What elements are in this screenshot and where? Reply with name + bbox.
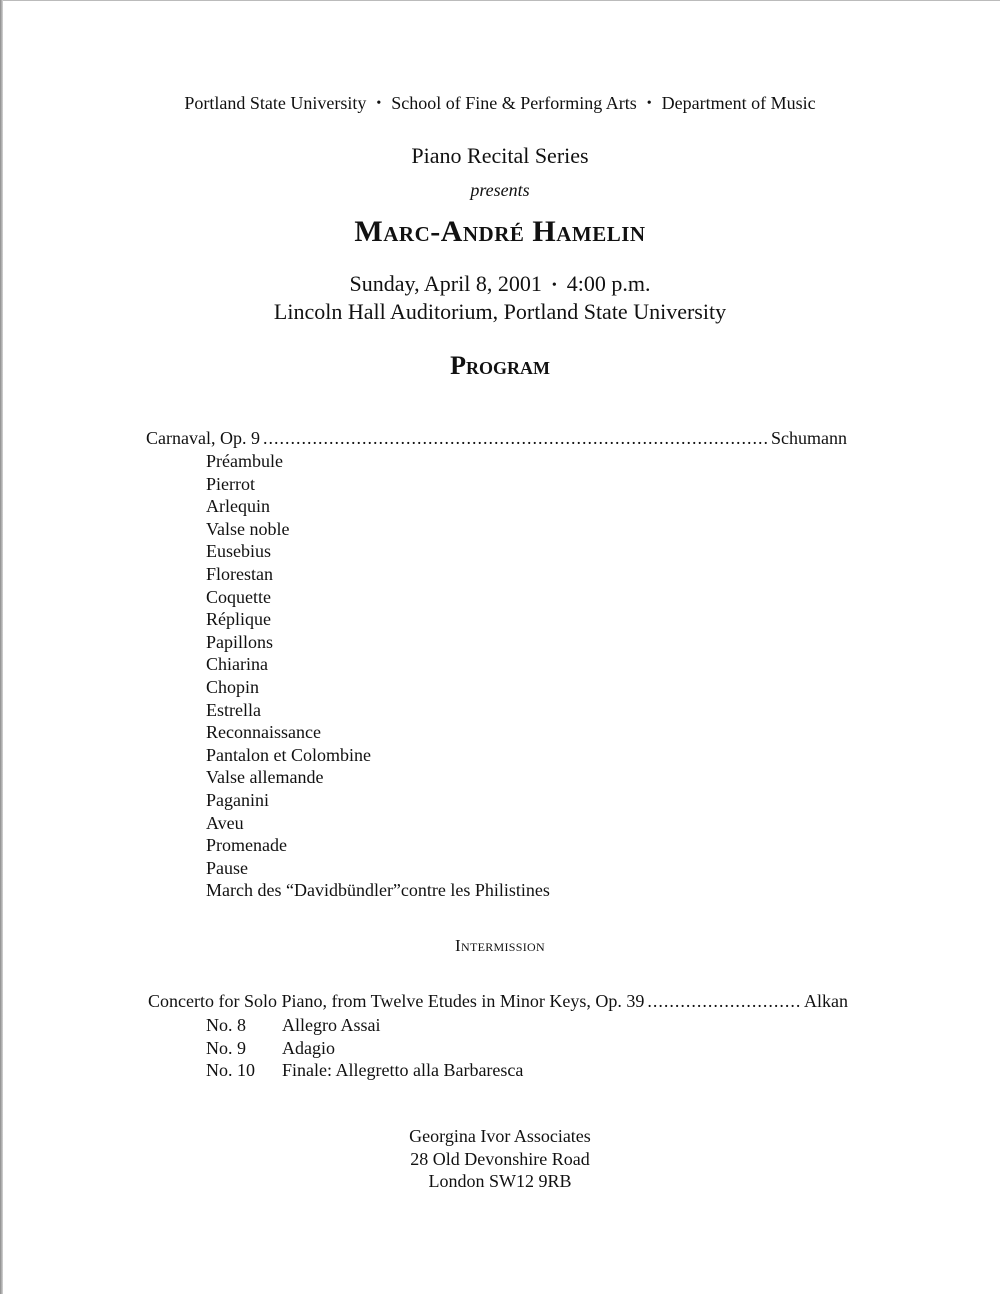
movement-item: Coquette [206,586,271,607]
work-composer: Alkan [804,991,848,1011]
movement-item: Chiarina [206,654,268,675]
movement-item [206,1037,523,1060]
dot-leader [263,428,768,449]
work-title: Concerto for Solo Piano, from Twelve Etudes in Minor Keys, Op. 39 [148,991,645,1011]
management-block [0,1125,1000,1193]
event-datetime [0,271,1000,297]
movement-item: Pierrot [206,473,255,494]
movement-item [206,1014,523,1037]
movement-item: Papillons [206,631,274,652]
work-carnaval [146,428,847,449]
work-composer: Schumann [771,428,847,448]
series-title: Piano Recital Series [411,143,589,168]
movement-item: Paganini [206,789,269,810]
management-name: Georgina Ivor Associates [409,1126,591,1146]
etude-number: No. 10 [206,1060,255,1080]
work-title: Carnaval, Op. 9 [146,428,260,448]
movement-item [206,1059,523,1082]
movement-item: Promenade [206,835,287,856]
management-city: London SW12 9RB [428,1171,572,1191]
movement-item: Pantalon et Colombine [206,744,371,765]
etude-number: No. 9 [206,1037,246,1058]
movement-item: Chopin [206,676,260,697]
carnaval-movements [206,450,550,902]
department-name: Department of Music [661,93,816,113]
performer-name: Marc-André Hamelin [354,215,646,248]
movement-item: Réplique [206,609,271,630]
movement-item: Préambule [206,451,283,471]
movement-item: Estrella [206,699,261,720]
presents-label: presents [470,180,530,200]
movement-name: Adagio [282,1037,335,1058]
movement-item: Reconnaissance [206,722,321,743]
management-street: 28 Old Devonshire Road [410,1148,590,1169]
concerto-movements [206,1014,523,1082]
movement-name: Allegro Assai [282,1015,381,1035]
university-name: Portland State University [184,93,367,113]
movement-item: Pause [206,857,248,878]
event-venue: Lincoln Hall Auditorium, Portland State University [273,299,727,324]
page-top-edge [0,0,1000,1]
program-heading: Program [450,351,550,380]
event-time: 4:00 p.m. [566,271,651,296]
movement-item: Eusebius [206,541,271,562]
dot-leader [647,991,801,1012]
intermission-label: Intermission [455,936,545,955]
institution-header [0,93,1000,114]
event-date: Sunday, April 8, 2001 [349,271,542,296]
movement-item: Valse noble [206,518,290,539]
movement-name: Finale: Allegretto alla Barbaresca [282,1060,524,1080]
school-name: School of Fine & Performing Arts [391,93,637,113]
etude-number: No. 8 [206,1015,246,1035]
bullet-separator: • [376,96,382,111]
bullet-separator: • [646,96,652,111]
movement-item: Arlequin [206,496,270,517]
work-alkan-concerto [148,991,848,1012]
movement-item: Aveu [206,812,244,833]
movement-item: Florestan [206,563,273,584]
movement-item: March des “Davidbündler”contre les Philistines [206,880,550,901]
bullet-separator: • [551,278,557,293]
movement-item: Valse allemande [206,767,324,788]
